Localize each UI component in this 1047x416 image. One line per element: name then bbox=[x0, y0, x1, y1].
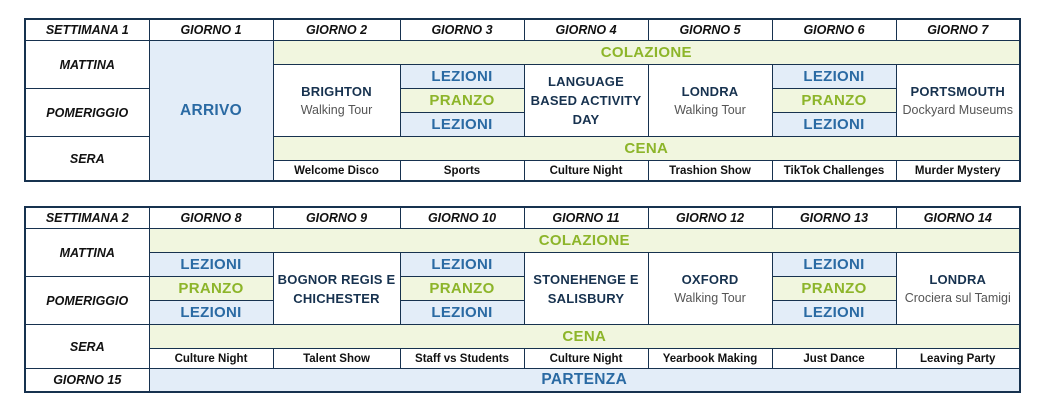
departure-band: PARTENZA bbox=[149, 369, 1020, 392]
trip-title: OXFORD bbox=[681, 271, 739, 287]
week-label: SETTIMANA 2 bbox=[25, 207, 149, 229]
lunch-cell: PRANZO bbox=[772, 89, 896, 113]
dinner-band: CENA bbox=[149, 325, 1020, 349]
trip-cell bbox=[273, 253, 400, 325]
lessons-cell: LEZIONI bbox=[400, 301, 524, 325]
evening-activity: Trashion Show bbox=[648, 161, 772, 182]
trip-cell bbox=[524, 253, 648, 325]
trip-title: BOGNOR REGIS E CHICHESTER bbox=[277, 271, 396, 306]
trip-title: STONEHENGE E SALISBURY bbox=[533, 271, 639, 306]
day-header: GIORNO 4 bbox=[524, 19, 648, 41]
evening-activity: Yearbook Making bbox=[648, 349, 772, 369]
breakfast-band: COLAZIONE bbox=[149, 229, 1020, 253]
row-label-morning: MATTINA bbox=[25, 41, 149, 89]
day-header: GIORNO 11 bbox=[524, 207, 648, 229]
trip-title: LONDRA bbox=[929, 271, 987, 287]
lessons-cell: LEZIONI bbox=[400, 253, 524, 277]
trip-title: BRIGHTON bbox=[301, 83, 372, 99]
lessons-cell: LEZIONI bbox=[772, 113, 896, 137]
evening-activity: Welcome Disco bbox=[273, 161, 400, 182]
lunch-cell: PRANZO bbox=[772, 277, 896, 301]
evening-activity: Leaving Party bbox=[896, 349, 1020, 369]
day-header: GIORNO 10 bbox=[400, 207, 524, 229]
row-label-final-day: GIORNO 15 bbox=[25, 369, 149, 392]
trip-subtitle: Crociera sul Tamigi bbox=[904, 290, 1011, 305]
day-header: GIORNO 1 bbox=[149, 19, 273, 41]
row-label-morning: MATTINA bbox=[25, 229, 149, 277]
trip-title: LANGUAGE BASED ACTIVITY DAY bbox=[530, 74, 642, 127]
trip-subtitle: Walking Tour bbox=[674, 102, 746, 117]
row-label-evening: SERA bbox=[25, 325, 149, 369]
week-label: SETTIMANA 1 bbox=[25, 19, 149, 41]
day-header: GIORNO 8 bbox=[149, 207, 273, 229]
lunch-cell: PRANZO bbox=[400, 89, 524, 113]
trip-cell bbox=[648, 65, 772, 137]
day-header: GIORNO 12 bbox=[648, 207, 772, 229]
trip-cell bbox=[896, 253, 1020, 325]
day-header: GIORNO 9 bbox=[273, 207, 400, 229]
trip-cell bbox=[896, 65, 1020, 137]
day-header: GIORNO 3 bbox=[400, 19, 524, 41]
day-header: GIORNO 13 bbox=[772, 207, 896, 229]
evening-activity: Culture Night bbox=[149, 349, 273, 369]
lessons-cell: LEZIONI bbox=[400, 113, 524, 137]
evening-activity: Sports bbox=[400, 161, 524, 182]
row-label-evening: SERA bbox=[25, 137, 149, 182]
trip-cell bbox=[273, 65, 400, 137]
row-label-afternoon: POMERIGGIO bbox=[25, 277, 149, 325]
trip-subtitle: Walking Tour bbox=[300, 102, 373, 117]
day-header: GIORNO 2 bbox=[273, 19, 400, 41]
trip-cell bbox=[648, 253, 772, 325]
row-label-afternoon: POMERIGGIO bbox=[25, 89, 149, 137]
trip-title: LONDRA bbox=[681, 83, 739, 99]
trip-cell bbox=[524, 65, 648, 137]
evening-activity: Just Dance bbox=[772, 349, 896, 369]
week-1-schedule bbox=[24, 18, 1021, 182]
day-header: GIORNO 5 bbox=[648, 19, 772, 41]
lessons-cell: LEZIONI bbox=[772, 65, 896, 89]
lessons-cell: LEZIONI bbox=[400, 65, 524, 89]
breakfast-band: COLAZIONE bbox=[273, 41, 1020, 65]
trip-subtitle: Walking Tour bbox=[674, 290, 746, 305]
lessons-cell: LEZIONI bbox=[772, 301, 896, 325]
lessons-cell: LEZIONI bbox=[772, 253, 896, 277]
lessons-cell: LEZIONI bbox=[149, 253, 273, 277]
trip-subtitle: Dockyard Museums bbox=[902, 102, 1013, 117]
day-header: GIORNO 6 bbox=[772, 19, 896, 41]
arrival-cell: ARRIVO bbox=[149, 41, 273, 182]
lunch-cell: PRANZO bbox=[149, 277, 273, 301]
dinner-band: CENA bbox=[273, 137, 1020, 161]
trip-title: PORTSMOUTH bbox=[910, 83, 1005, 99]
evening-activity: Staff vs Students bbox=[400, 349, 524, 369]
day-header: GIORNO 7 bbox=[896, 19, 1020, 41]
evening-activity: TikTok Challenges bbox=[772, 161, 896, 182]
evening-activity: Culture Night bbox=[524, 349, 648, 369]
evening-activity: Culture Night bbox=[524, 161, 648, 182]
day-header: GIORNO 14 bbox=[896, 207, 1020, 229]
evening-activity: Talent Show bbox=[273, 349, 400, 369]
week-2-schedule bbox=[24, 206, 1021, 393]
lessons-cell: LEZIONI bbox=[149, 301, 273, 325]
evening-activity: Murder Mystery bbox=[896, 161, 1020, 182]
lunch-cell: PRANZO bbox=[400, 277, 524, 301]
